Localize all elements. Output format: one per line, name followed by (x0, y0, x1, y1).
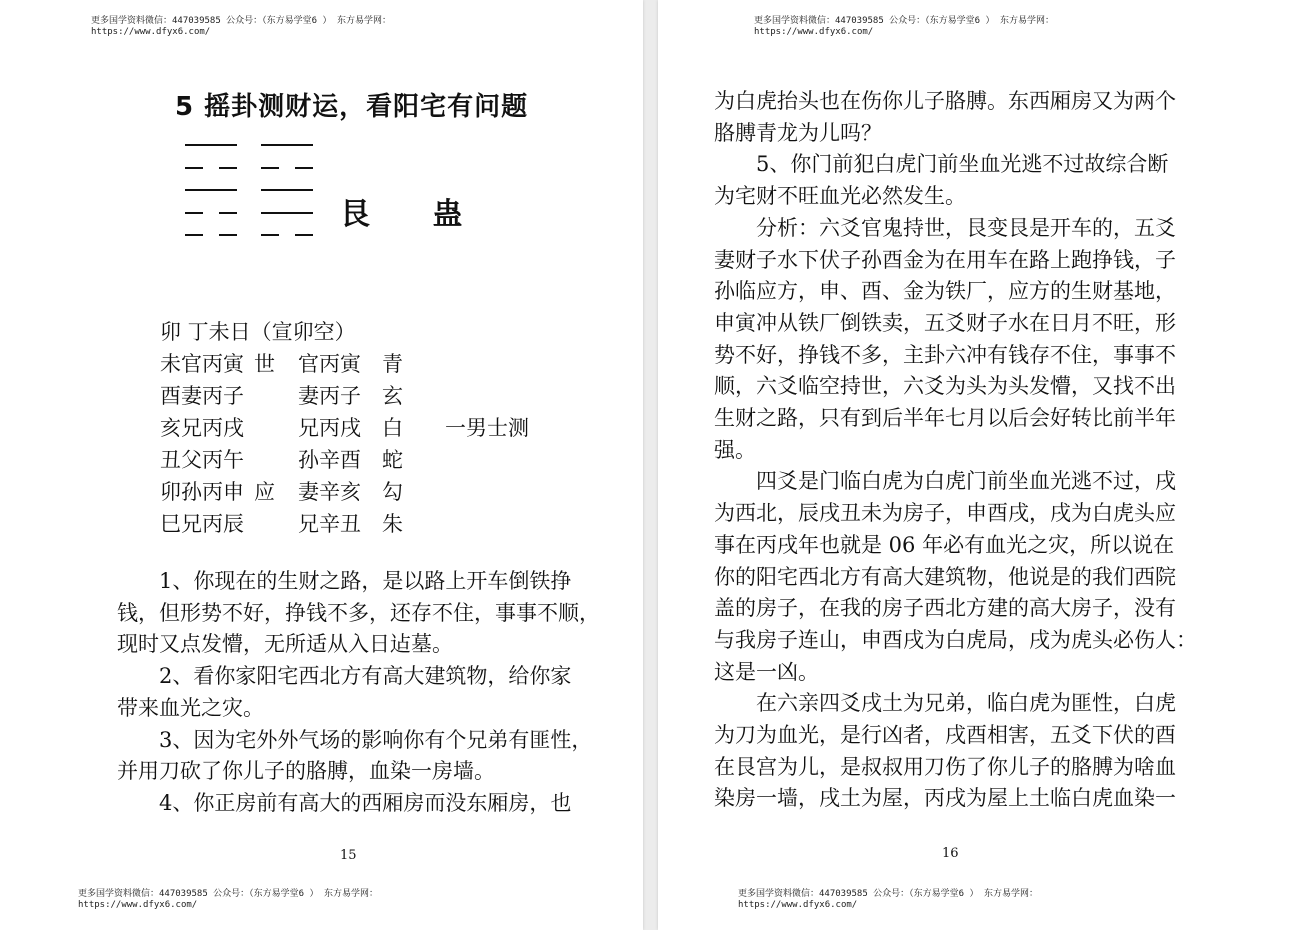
text-line: 申寅冲从铁厂倒铁卖，五爻财子水在日月不旺，形 (714, 310, 1176, 335)
text-line: 在六亲四爻戌土为兄弟，临白虎为匪性，白虎 (714, 691, 1176, 716)
date-line: 卯 丁未日（宣卯空） (160, 320, 356, 344)
yao-cell-c: 兄丙戌 (298, 416, 361, 440)
watermark-bottom (738, 889, 1038, 911)
text-line: 染房一墙，戌土为屋，丙戌为屋上土临白虎血染一 (714, 786, 1176, 811)
gua-name: 艮 蛊 (340, 197, 489, 232)
text-line: 为刀为血光，是行凶者，戌酉相害，五爻下伏的酉 (714, 723, 1176, 748)
text-line: 为西北，辰戌丑未为房子，申酉戌，戌为白虎头应 (714, 501, 1176, 526)
yang-line (261, 212, 313, 214)
yao-cell-a: 亥兄丙戌 (160, 416, 244, 440)
text-line: 孙临应方，申、酉、金为铁厂，应方的生财基地， (714, 279, 1176, 304)
text-line: 四爻是门临白虎为白虎门前坐血光逃不过，戌 (714, 469, 1176, 494)
book-page-15 (0, 0, 643, 930)
text-line: 顺，六爻临空持世，六爻为头为头发懵，又找不出 (714, 374, 1176, 399)
watermark-line: 更多国学资料微信：447039585 公众号：（东方易学堂6 ） 东方易学网： (78, 889, 378, 899)
watermark-line: 更多国学资料微信：447039585 公众号：（东方易学堂6 ） 东方易学网： (738, 889, 1038, 899)
yao-cell-d: 玄 (382, 384, 403, 408)
yao-cell-d: 白 (382, 416, 403, 440)
yin-line (185, 212, 237, 214)
yao-cell-a: 酉妻丙子 (160, 384, 244, 408)
yao-cell-c: 兄辛丑 (298, 512, 361, 536)
body-text (117, 566, 600, 820)
watermark-line: 更多国学资料微信：447039585 公众号：（东方易学堂6 ） 东方易学网： (91, 16, 391, 26)
yao-cell-a: 巳兄丙辰 (160, 512, 244, 536)
yao-cell-c: 妻辛亥 (298, 480, 361, 504)
yang-line (185, 189, 237, 191)
text-line: 妻财子水下伏子孙酉金为在用车在路上跑挣钱，子 (714, 247, 1176, 272)
watermark-url: https://www.dfyx6.com/ (738, 900, 858, 910)
text-line: 钱，但形势不好，挣钱不多，还存不住，事事不顺， (117, 600, 600, 625)
yao-cell-a: 卯孙丙申 (160, 480, 244, 504)
text-line: 带来血光之灾。 (117, 695, 264, 720)
yao-cell-c: 官丙寅 (298, 352, 361, 376)
watermark-url: https://www.dfyx6.com/ (78, 900, 198, 910)
text-line: 事在丙戌年也就是 06 年必有血光之灾，所以说在 (714, 532, 1175, 557)
watermark-line: 更多国学资料微信：447039585 公众号：（东方易学堂6 ） 东方易学网： (754, 16, 1054, 26)
yao-cell-d: 青 (382, 352, 403, 376)
yao-cell-a: 未官丙寅 (160, 352, 244, 376)
text-line: 在艮宫为儿，是叔叔用刀伤了你儿子的胳膊为啥血 (714, 754, 1176, 779)
text-line: 你的阳宅西北方有高大建筑物，他说是的我们西院 (714, 564, 1176, 589)
yang-line (261, 189, 313, 191)
chapter-title: 5 摇卦测财运，看阳宅有问题 (175, 92, 529, 122)
text-line: 为宅财不旺血光必然发生。 (714, 184, 966, 209)
text-line: 分析：六爻官鬼持世，艮变艮是开车的，五爻 (714, 215, 1176, 240)
text-line: 强。 (714, 437, 756, 462)
text-line: 生财之路，只有到后半年七月以后会好转比前半年 (714, 406, 1176, 431)
text-line: 并用刀砍了你儿子的胳膊，血染一房墙。 (117, 759, 495, 784)
text-line: 胳膊青龙为儿吗？ (714, 120, 882, 145)
yin-line (185, 167, 237, 169)
watermark-bottom (78, 889, 378, 911)
yao-cell-c: 妻丙子 (298, 384, 361, 408)
watermark-top (91, 16, 391, 38)
watermark-url: https://www.dfyx6.com/ (754, 27, 874, 37)
page-number: 16 (942, 846, 959, 861)
yin-line (261, 234, 313, 236)
text-line: 1、你现在的生财之路，是以路上开车倒铁挣 (117, 569, 572, 593)
text-line: 2、看你家阳宅西北方有高大建筑物，给你家 (117, 664, 572, 689)
watermark-top (754, 16, 1054, 38)
text-line: 5、你门前犯白虎门前坐血光逃不过故综合断 (714, 152, 1169, 177)
yao-cell-d: 勾 (382, 480, 403, 504)
text-line: 这是一凶。 (714, 659, 819, 684)
yin-line (185, 234, 237, 236)
text-line: 4、你正房前有高大的西厢房而没东厢房，也 (117, 790, 572, 815)
body-text (714, 86, 1197, 815)
yin-line (261, 167, 313, 169)
text-line: 势不好，挣钱不多，主卦六冲有钱存不住，事事不 (714, 342, 1176, 367)
text-line: 现时又点发懵，无所适从入日迠墓。 (117, 632, 453, 657)
yao-cell-b: 应 (254, 480, 275, 504)
page-number: 15 (340, 848, 357, 863)
book-page-16 (658, 0, 1300, 930)
yang-line (261, 144, 313, 146)
yao-cell-e: 一男士测 (445, 416, 529, 440)
text-line: 盖的房子，在我的房子西北方建的高大房子，没有 (714, 596, 1176, 621)
yang-line (185, 144, 237, 146)
yao-cell-c: 孙辛酉 (298, 448, 361, 472)
text-line: 与我房子连山，申酉戌为白虎局，戌为虎头必伤人： (714, 627, 1197, 652)
watermark-url: https://www.dfyx6.com/ (91, 27, 211, 37)
yao-cell-a: 丑父丙午 (160, 448, 244, 472)
text-line: 为白虎抬头也在伤你儿子胳膊。东西厢房又为两个 (714, 89, 1176, 113)
yao-cell-b: 世 (254, 352, 275, 376)
yao-cell-d: 蛇 (382, 448, 403, 472)
text-line: 3、因为宅外外气场的影响你有个兄弟有匪性， (117, 727, 593, 752)
yao-cell-d: 朱 (382, 512, 403, 536)
